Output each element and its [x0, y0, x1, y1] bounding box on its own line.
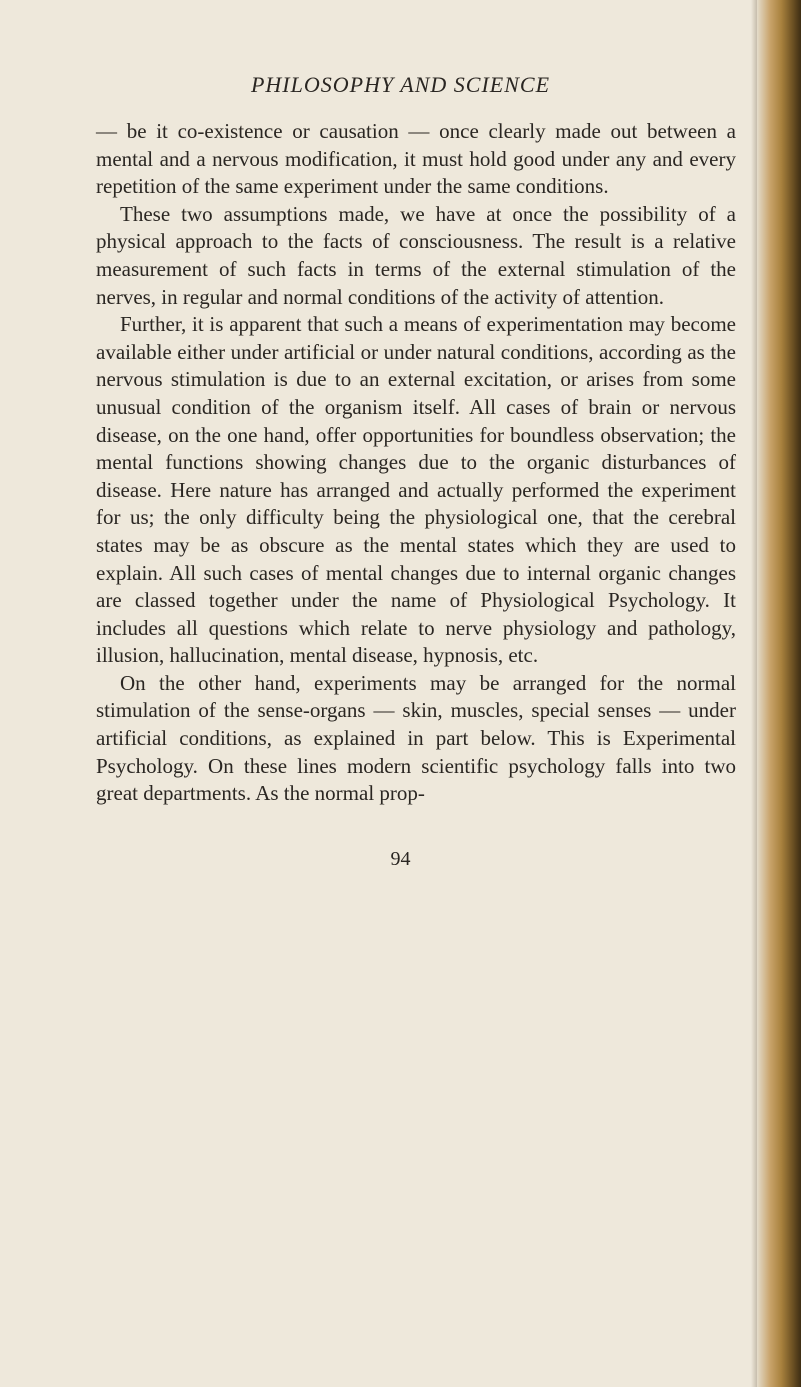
running-head: PHILOSOPHY AND SCIENCE: [250, 72, 551, 97]
paragraph-assumptions: These two assumptions made, we have at once the possibility of a physical approach to the facts of consciousness. The result is a relative measurement of such facts in terms of the external stimulation of the nerves, in regular and normal conditions of the activity of attention.: [96, 201, 736, 309]
paragraph-other-hand: On the other hand, experiments may be arranged for the normal stimulation of the sense-organs — skin, muscles, special senses — under artificial conditions, as explained in part below. This is Experimental Psychology. On these lines modern scientific psychology falls into two great departments. As the normal prop-: [96, 670, 736, 806]
paragraph-experimentation: Further, it is apparent that such a means of experimentation may become available either under artificial or under natural conditions, according as the nervous stimulation is due to an external excitation, or arises from some unusual condition of the organism itself. All cases of brain or nervous disease, on the one hand, offer opportunities for boundless observation; the mental functions showing changes due to the organic disturbances of disease. Here nature has arranged and actually performed the experiment for us; the only difficulty being the physiological one, that the cerebral states may be as obscure as the mental states which they are used to explain. All such cases of mental changes due to internal organic changes are classed together under the name of Physiological Psychology. It includes all questions which relate to nerve physiology and pathology, illusion, hallucination, mental disease, hypnosis, etc.: [96, 312, 736, 668]
paragraph-continued: — be it co-existence or causation — once clearly made out between a mental and a nervous modification, it must hold good under any and every repetition of the same experiment under the same conditions.: [96, 119, 736, 199]
body-text: [96, 118, 736, 808]
book-spine-edge: [757, 0, 801, 1387]
page-number: 94: [390, 848, 411, 870]
